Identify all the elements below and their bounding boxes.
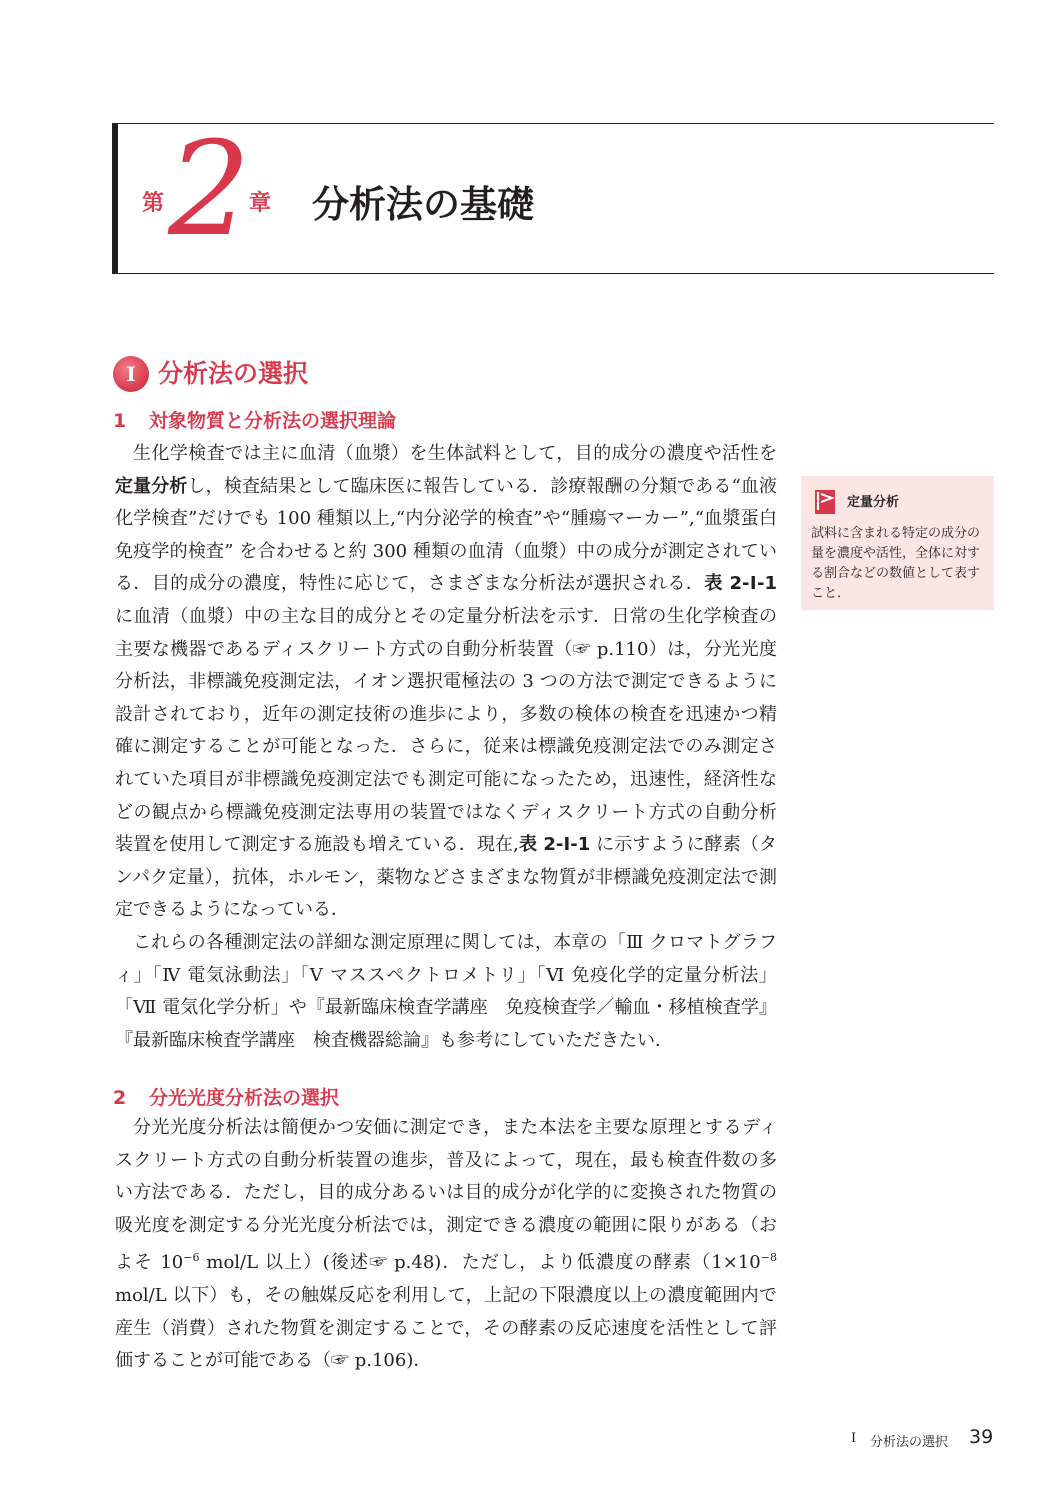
subsection-number: 2 (113, 1087, 127, 1109)
subsection-heading-1 (113, 406, 396, 433)
sidenote-box (801, 476, 994, 610)
section-title: 分析法の選択 (158, 359, 309, 388)
note-flag-icon (815, 490, 835, 514)
subsection-title: 対象物質と分析法の選択理論 (149, 410, 397, 432)
paragraph: 分光光度分析法は簡便かつ安価に測定でき，また本法を主要な原理とするディスクリート方式の自動分析装置の進歩，普及によって，現在，最も検査件数の多い方法である．ただし，目的成分あるいは目的成分が化学的に変換された物質の吸光度を測定する分光光度分析法では，測定できる濃度の範囲に限りがある（およそ $10^{-6}$ mol/L 以上）(後述☞ p.48)．ただし，より低濃度の酵素（$1\times 10^{-8}$ mol/L 以下）も，その触媒反応を利用して，上記の下限濃度以上の濃度範囲内で産生（消費）された物質を測定することで，その酵素の反応速度を活性として評価することが可能である（☞ p.106)． (115, 1117, 777, 1372)
paragraph: 生化学検査では主に血清（血漿）を生体試料として，目的成分の濃度や活性を定量分析し，検査結果として臨床医に報告している．診療報酬の分類である“血液化学検査”だけでも 100 種類以上,“内分泌学的検査”や“腫瘍マーカー”,“血漿蛋白免疫学的検査” を合わせると約 300 種類の血清（血漿）中の成分が測定されている．目的成分の濃度，特性に応じて，さまざまな分析法が選択される．表 2-Ⅰ-1 に血清（血漿）中の主な目的成分とその定量分析法を示す．日常の生化学検査の主要な機器であるディスクリート方式の自動分析装置（☞ p.110）は，分光光度分析法，非標識免疫測定法，イオン選択電極法の 3 つの方法で測定できるように設計されており，近年の測定技術の進歩により，多数の検体の検査を迅速かつ精確に測定することが可能となった．さらに，従来は標識免疫測定法でのみ測定されていた項目が非標識免疫測定法でも測定可能になったため，迅速性，経済性などの観点から標識免疫測定法専用の装置ではなくディスクリート方式の自動分析装置を使用して測定する施設も増えている．現在,表 2-Ⅰ-1 に示すように酵素（タンパク定量），抗体，ホルモン，薬物などさまざまな物質が非標識免疫測定法で測定できるようになっている． (115, 443, 778, 921)
subsection-heading-2 (113, 1083, 339, 1110)
sidenote-title: 定量分析 (847, 495, 900, 510)
page-number: 39 (969, 1426, 994, 1448)
body-text-1 (115, 438, 777, 1057)
body-text-2 (115, 1112, 777, 1378)
term-bold: 定量分析 (115, 475, 188, 497)
table-ref: 表 2-Ⅰ-1 (704, 573, 777, 595)
table-ref: 表 2-Ⅰ-1 (518, 834, 591, 856)
chapter-suffix: 章 (249, 191, 272, 216)
chapter-rule-bottom (112, 273, 994, 274)
footer-section-title: 分析法の選択 (870, 1435, 949, 1450)
subsection-title: 分光光度分析法の選択 (149, 1087, 340, 1109)
chapter-number: 2 (168, 113, 251, 265)
paragraph: これらの各種測定法の詳細な測定原理に関しては，本章の「Ⅲ クロマトグラフィ」「Ⅳ 電気泳動法」「Ⅴ マススペクトロメトリ」「Ⅵ 免疫化学的定量分析法」「Ⅶ 電気化学分析」や『最新臨床検査学講座 免疫検査学／輸血・移植検査学』『最新臨床検査学講座 検査機器総論』も参考にしていただきたい． (115, 931, 777, 1051)
footer-section-marker: Ⅰ (851, 1431, 857, 1446)
section-numeral-badge: I (113, 356, 149, 392)
chapter-side-bar (112, 123, 118, 274)
subsection-number: 1 (113, 410, 127, 432)
chapter-prefix: 第 (142, 191, 165, 216)
chapter-title: 分析法の基礎 (312, 183, 534, 226)
sidenote-body: 試料に含まれる特定の成分の量を濃度や活性，全体に対する割合などの数値として表すこと． (811, 526, 981, 601)
